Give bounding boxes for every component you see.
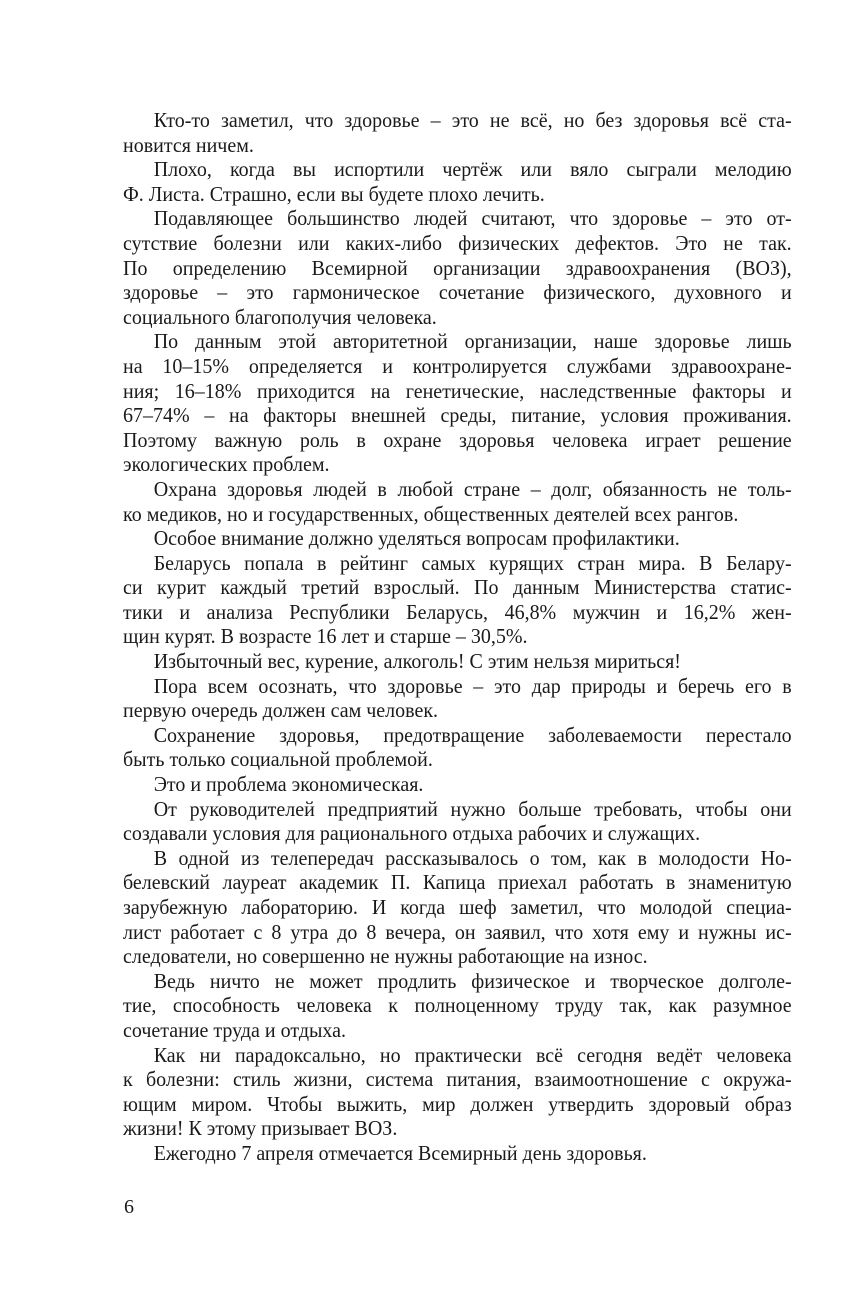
text-line: здоровье – это гармоническое сочетание физического, духовного и [123, 280, 792, 305]
text-line: ющим миром. Чтобы выжить, мир должен утвердить здоровый образ [123, 1091, 792, 1116]
paragraph [123, 674, 792, 723]
paragraph [123, 649, 792, 674]
text-line: В одной из телепередач рассказывалось о том, как в молодости Но- [153, 845, 792, 870]
paragraph [123, 772, 792, 797]
paragraph [123, 206, 792, 329]
text-line: По определению Всемирной организации здравоохранения (ВОЗ), [123, 255, 792, 280]
text-line: Ф. Листа. Страшно, если вы будете плохо лечить. [123, 181, 545, 206]
text-line: зарубежную лабораторию. И когда шеф заметил, что молодой специа- [123, 895, 792, 919]
text-line: Подавляющее большинство людей считают, что здоровье – это от- [153, 206, 792, 231]
text-line: тики и анализа Республики Беларусь, 46,8% мужчин и 16,2% жен- [123, 599, 792, 624]
text-line: тие, способность человека к полноценному труду так, как разумное [123, 993, 792, 1018]
text-line: По данным этой авторитетной организации, наше здоровье лишь [153, 329, 792, 354]
text-line: к болезни: стиль жизни, система питания, взаимоотношение с окружа- [123, 1067, 792, 1092]
paragraph [123, 1141, 792, 1166]
text-line: ния; 16–18% приходится на генетические, наследственные факторы и [123, 378, 792, 403]
text-line: сутствие болезни или каких-либо физических дефектов. Это не так. [123, 230, 792, 255]
text-line: Это и проблема экономическая. [153, 772, 424, 797]
paragraph [123, 551, 792, 649]
text-line: Беларусь попала в рейтинг самых курящих стран мира. В Белару- [153, 550, 792, 575]
text-line: щин курят. В возрасте 16 лет и старше – 30,5%. [123, 624, 528, 649]
text-line: Поэтому важную роль в охране здоровья человека играет решение [123, 427, 792, 452]
paragraph [123, 477, 792, 526]
text-line: От руководителей предприятий нужно больше требовать, чтобы они [153, 796, 792, 821]
text-line: 67–74% – на факторы внешней среды, питание, условия проживания. [123, 403, 792, 428]
text-line: Ежегодно 7 апреля отмечается Всемирный день здоровья. [153, 1140, 647, 1165]
paragraph [123, 526, 792, 551]
text-line: лист работает с 8 утра до 8 вечера, он заявил, что хотя ему и нужны ис- [123, 919, 792, 944]
text-line: Как ни парадоксально, но практически всё сегодня ведёт человека [153, 1042, 792, 1067]
paragraph-list [123, 108, 792, 1166]
paragraph [123, 329, 792, 477]
text-line: первую очередь должен сам человек. [123, 698, 439, 723]
text-line: экологических проблем. [123, 452, 330, 477]
paragraph [123, 846, 792, 969]
text-line: Ведь ничто не может продлить физическое и творческое долголе- [153, 968, 792, 993]
text-line: быть только социальной проблемой. [123, 747, 433, 772]
paragraph [123, 108, 792, 157]
paragraph [123, 723, 792, 772]
text-line: белевский лауреат академик П. Капица приехал работать в знаменитую [123, 870, 792, 895]
text-line: Избыточный вес, курение, алкоголь! С этим нельзя мириться! [153, 649, 681, 674]
text-line: Кто-то заметил, что здоровье – это не всё, но без здоровья всё ста- [153, 108, 792, 132]
text-line: новится ничем. [123, 132, 254, 157]
text-line: следователи, но совершенно не нужны работающие на износ. [123, 944, 648, 969]
text-line: Плохо, когда вы испортили чертёж или вяло сыграли мелодию [153, 157, 792, 182]
text-line: жизни! К этому призывает ВОЗ. [123, 1116, 398, 1141]
page-body [123, 108, 792, 1166]
text-line: сочетание труда и отдыха. [123, 1017, 347, 1042]
paragraph [123, 797, 792, 846]
page-number: 6 [124, 1196, 134, 1218]
paragraph [123, 1043, 792, 1141]
text-line: си курит каждый третий взрослый. По данным Министерства статис- [123, 575, 792, 600]
text-line: на 10–15% определяется и контролируется службами здравоохране- [123, 353, 792, 378]
text-line: Особое внимание должно уделяться вопросам профилактики. [153, 526, 680, 551]
text-line: Охрана здоровья людей в любой стране – долг, обязанность не толь- [153, 476, 792, 501]
text-line: Пора всем осознать, что здоровье – это дар природы и беречь его в [153, 673, 792, 698]
text-line: Сохранение здоровья, предотвращение заболеваемости перестало [153, 722, 792, 747]
text-line: ко медиков, но и государственных, общественных деятелей всех рангов. [123, 501, 739, 526]
text-line: социального благополучия человека. [123, 304, 437, 329]
text-line: создавали условия для рационального отдыха рабочих и служащих. [123, 821, 701, 846]
paragraph [123, 157, 792, 206]
paragraph [123, 969, 792, 1043]
